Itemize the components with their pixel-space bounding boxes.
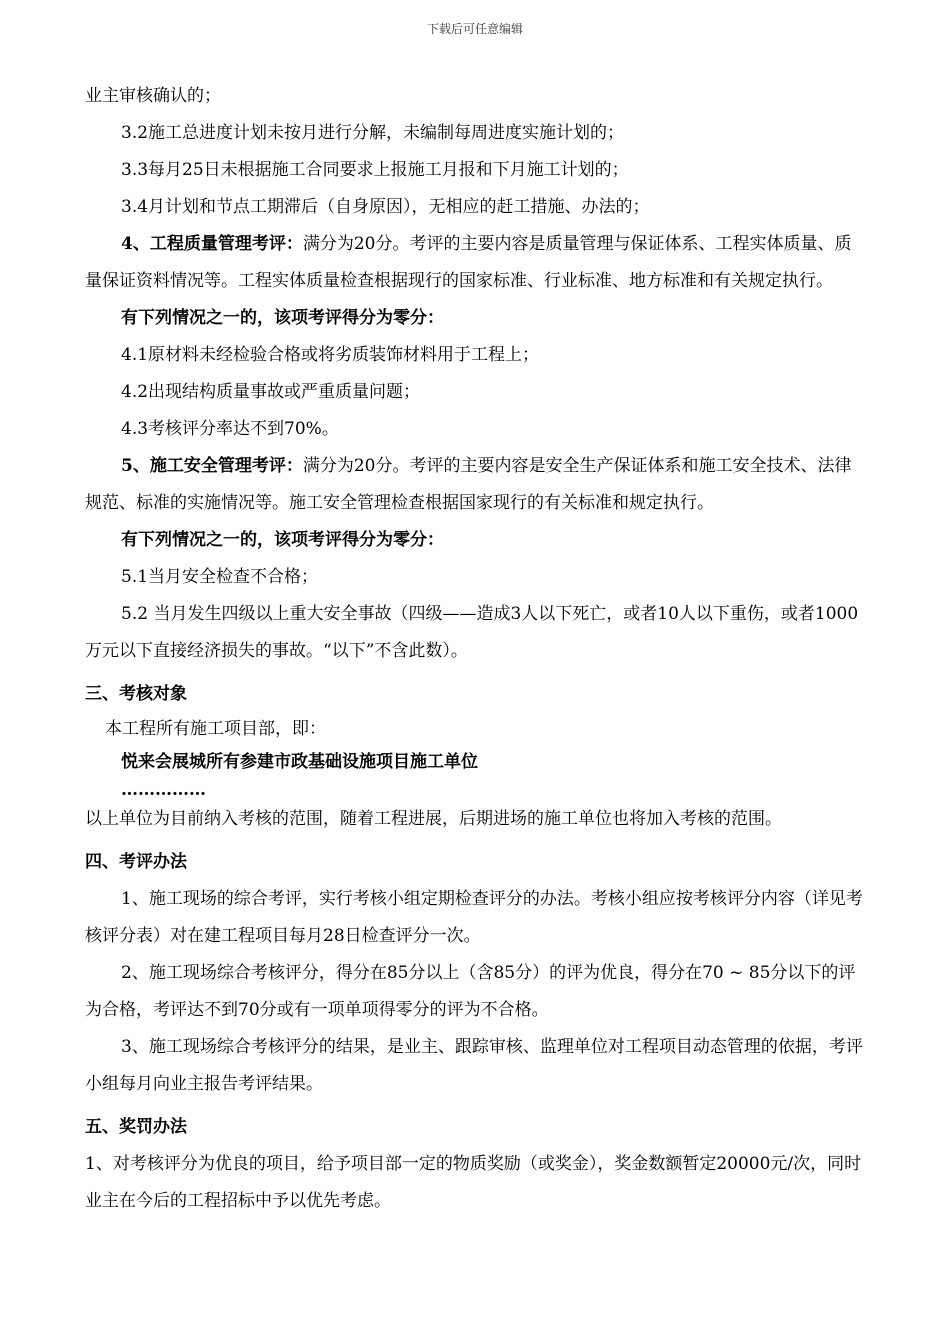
method-1: 1、施工现场的综合考评，实行考核小组定期检查评分的办法。考核小组应按考核评分内容（详见考核评分表）对在建工程项目每月28日检查评分一次。 — [85, 889, 863, 946]
method-2: 2、施工现场综合考核评分，得分在85分以上（含85分）的评为优良，得分在70 ~ 85分以下的评为合格，考评达不到70分或有一项单项得零分的评为不合格。 — [85, 963, 856, 1020]
document-body — [85, 78, 867, 1220]
item-3-2: 3.2施工总进度计划未按月进行分解，未编制每周进度实施计划的； — [121, 123, 625, 143]
section-5-title: 5、施工安全管理考评： — [121, 456, 303, 476]
item-3-3: 3.3每月25日未根据施工合同要求上报施工月报和下月施工计划的； — [121, 160, 629, 180]
section-3-units: 悦来会展城所有参建市政基础设施项目施工单位 — [121, 752, 478, 772]
item-4-1: 4.1原材料未经检验合格或将劣质装饰材料用于工程上； — [121, 345, 540, 365]
section-4-heading: 四、考评办法 — [85, 852, 187, 872]
section-5-zero-rule: 有下列情况之一的，该项考评得分为零分： — [121, 530, 444, 550]
section-3-intro: 本工程所有施工项目部，即： — [105, 719, 326, 739]
reward-1: 1、对考核评分为优良的项目，给予项目部一定的物质奖励（或奖金），奖金数额暂定20000元/次，同时业主在今后的工程招标中予以优先考虑。 — [85, 1154, 862, 1211]
item-5-2: 5.2 当月发生四级以上重大安全事故（四级——造成3人以下死亡，或者10人以下重伤，或者1000万元以下直接经济损失的事故。“以下”不含此数）。 — [85, 604, 859, 661]
section-5-text: 满分为20分。考评的主要内容是安全生产保证体系和施工安全技术、法律规范、标准的实施情况等。施工安全管理检查根据国家现行的有关标准和规定执行。 — [85, 456, 852, 513]
section-4-text: 满分为20分。考评的主要内容是质量管理与保证体系、工程实体质量、质量保证资料情况等。工程实体质量检查根据现行的国家标准、行业标准、地方标准和有关规定执行。 — [85, 234, 852, 291]
section-5-heading: 五、奖罚办法 — [85, 1117, 187, 1137]
item-3-4: 3.4月计划和节点工期滞后（自身原因），无相应的赶工措施、办法的； — [121, 197, 650, 217]
section-4-paragraph — [85, 226, 867, 300]
item-4-3: 4.3考核评分率达不到70%。 — [121, 419, 339, 439]
section-4-title: 4、工程质量管理考评： — [121, 234, 303, 254]
text-line: 业主审核确认的； — [85, 86, 221, 106]
section-3-heading: 三、考核对象 — [85, 684, 187, 704]
page-header: 下载后可任意编辑 — [426, 22, 523, 36]
method-3: 3、施工现场综合考核评分的结果，是业主、跟踪审核、监理单位对工程项目动态管理的依据，考评小组每月向业主报告考评结果。 — [85, 1037, 863, 1094]
item-5-1: 5.1当月安全检查不合格； — [121, 567, 319, 587]
section-3-dots: …………… — [121, 780, 206, 800]
section-5-paragraph — [85, 448, 867, 522]
section-4-zero-rule: 有下列情况之一的，该项考评得分为零分： — [121, 308, 444, 328]
section-3-scope: 以上单位为目前纳入考核的范围，随着工程进展，后期进场的施工单位也将加入考核的范围。 — [85, 809, 782, 829]
item-4-2: 4.2出现结构质量事故或严重质量问题； — [121, 382, 421, 402]
